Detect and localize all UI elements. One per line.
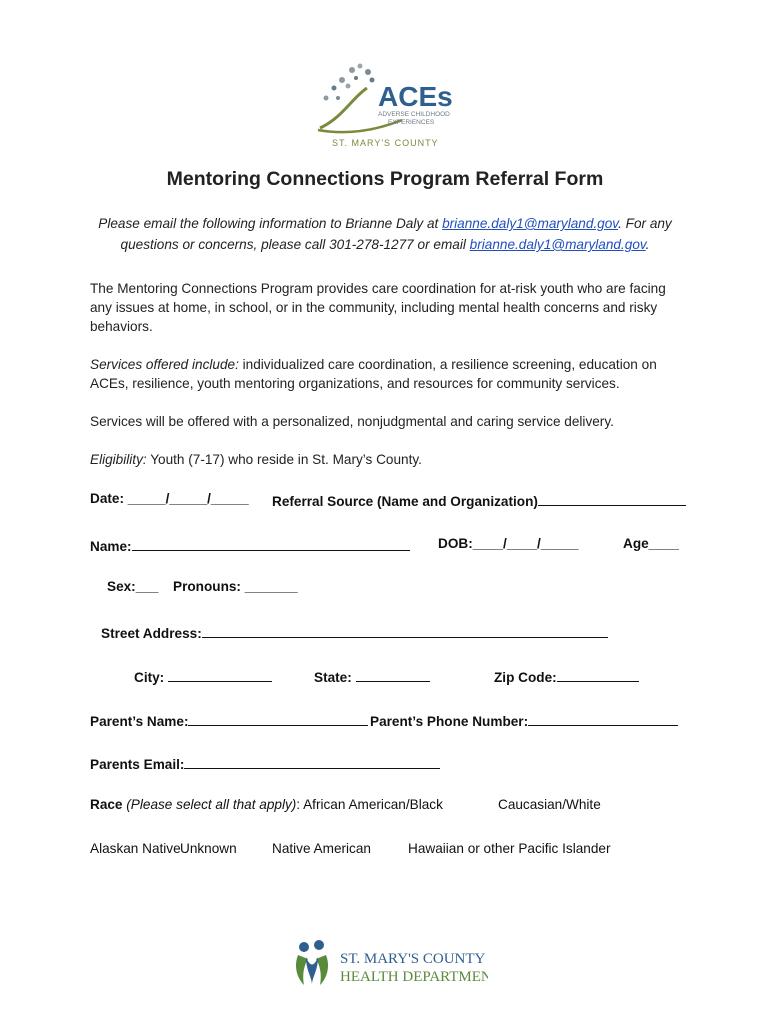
footer-logo-line-1: ST. MARY'S COUNTY (340, 951, 486, 967)
services-paragraph: Services offered include: individualized care coordination, a resilience screening, education on ACEs, resilience, youth mentoring organizations, and resources for community services. (90, 357, 657, 391)
parent-name-line[interactable] (188, 711, 368, 726)
race-label: Race (Please select all that apply): African American/Black (90, 797, 443, 812)
state-line[interactable] (356, 667, 430, 682)
svg-text:ST. MARY'S COUNTY: ST. MARY'S COUNTY (332, 138, 439, 148)
race-option-unknown[interactable]: Unknown (180, 841, 237, 856)
parent-name-field[interactable]: Parent’s Name: (90, 711, 368, 729)
aces-logo-text: ACEs (378, 81, 453, 112)
intro-line-1: Please email the following information to Brianne Daly at brianne.daly1@maryland.gov. For any (98, 216, 672, 231)
state-field[interactable]: State: (314, 667, 430, 685)
program-description: The Mentoring Connections Program provides care coordination for at-risk youth who are facing any issues at home, in school, or in the community, including mental health concerns and risky behaviors. (90, 281, 666, 334)
city-line[interactable] (168, 667, 272, 682)
referral-source-line[interactable] (538, 491, 686, 506)
aces-logo (312, 58, 462, 150)
referral-source-field[interactable]: Referral Source (Name and Organization) (272, 491, 686, 509)
street-address-field[interactable]: Street Address: (101, 623, 608, 641)
service-delivery-paragraph: Services will be offered with a personalized, nonjudgmental and caring service delivery. (90, 414, 614, 429)
race-option-alaskan-native[interactable]: Alaskan Native (90, 841, 181, 856)
eligibility-paragraph: Eligibility: Youth (7-17) who reside in St. Mary’s County. (90, 452, 422, 467)
parent-phone-line[interactable] (528, 711, 678, 726)
race-option-pacific-islander[interactable]: Hawaiian or other Pacific Islander (408, 841, 611, 856)
street-address-line[interactable] (202, 623, 608, 638)
page-title: Mentoring Connections Program Referral Form (166, 168, 604, 190)
parent-email-line[interactable] (184, 754, 440, 769)
dob-field[interactable]: DOB:____/____/_____ (438, 536, 579, 551)
date-field[interactable]: Date: _____/_____/_____ (90, 491, 249, 506)
name-line[interactable] (132, 536, 410, 551)
parent-email-field[interactable]: Parents Email: (90, 754, 440, 772)
age-field[interactable]: Age____ (623, 536, 679, 551)
sex-field[interactable]: Sex:___ (107, 579, 159, 594)
race-option-native-american[interactable]: Native American (272, 841, 371, 856)
intro-line-2: questions or concerns, please call 301-278-1277 or email brianne.daly1@maryland.gov. (120, 237, 650, 252)
svg-text:ADVERSE CHILDHOOD: ADVERSE CHILDHOOD (378, 111, 450, 118)
race-option-african-american[interactable]: African American/Black (303, 797, 443, 812)
name-field[interactable]: Name: (90, 536, 410, 554)
email-link-2[interactable]: brianne.daly1@maryland.gov (469, 237, 646, 252)
svg-text:EXPERIENCES: EXPERIENCES (388, 119, 435, 126)
parent-phone-field[interactable]: Parent’s Phone Number: (370, 711, 678, 729)
race-option-caucasian[interactable]: Caucasian/White (498, 797, 601, 812)
footer-logo-line-2: HEALTH DEPARTMENT (340, 969, 488, 985)
health-department-logo (288, 937, 488, 993)
email-link[interactable]: brianne.daly1@maryland.gov (442, 216, 619, 231)
pronouns-field[interactable]: Pronouns: _______ (173, 579, 298, 594)
zip-code-field[interactable]: Zip Code: (494, 667, 639, 685)
zip-code-line[interactable] (557, 667, 639, 682)
city-field[interactable]: City: (134, 667, 272, 685)
